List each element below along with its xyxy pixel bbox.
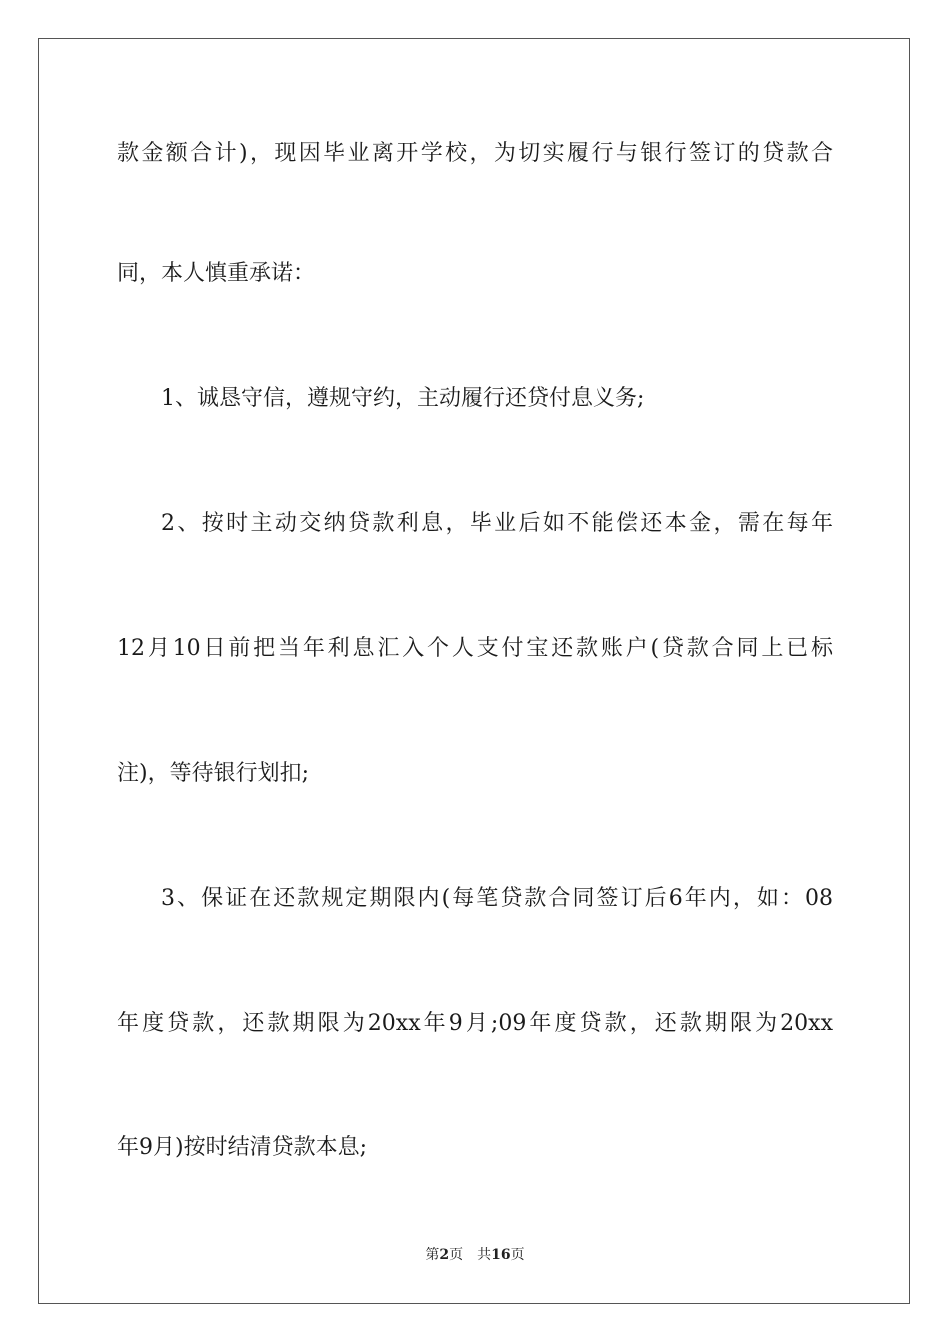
page-footer (0, 1246, 950, 1264)
footer-page-current: 2 (439, 1247, 450, 1263)
list-item-2-line-3: 注)，等待银行划扣; (117, 761, 309, 786)
footer-total-suffix: 页 (510, 1247, 525, 1263)
list-item-3-line-3: 年9月)按时结清贷款本息; (117, 1135, 367, 1160)
footer-page-total: 16 (491, 1247, 511, 1263)
list-item-3-line-2: 年度贷款，还款期限为20xx年9月;09年度贷款，还款期限为20xx (117, 1011, 833, 1036)
list-item-2-line-1: 2、按时主动交纳贷款利息，毕业后如不能偿还本金，需在每年 (161, 511, 833, 536)
footer-page-prefix: 第 (425, 1247, 440, 1263)
body-line-2: 同，本人慎重承诺： (117, 261, 316, 286)
list-item-1: 1、诚恳守信，遵规守约，主动履行还贷付息义务; (161, 386, 645, 411)
footer-total-prefix: 共 (477, 1247, 492, 1263)
footer-page-suffix: 页 (449, 1247, 464, 1263)
body-line-1: 款金额合计)，现因毕业离开学校，为切实履行与银行签订的贷款合 (117, 141, 833, 166)
list-item-3-line-1: 3、保证在还款规定期限内(每笔贷款合同签订后6年内，如：08 (161, 886, 833, 911)
list-item-2-line-2: 12月10日前把当年利息汇入个人支付宝还款账户(贷款合同上已标 (117, 636, 833, 661)
page-border (38, 38, 910, 1304)
